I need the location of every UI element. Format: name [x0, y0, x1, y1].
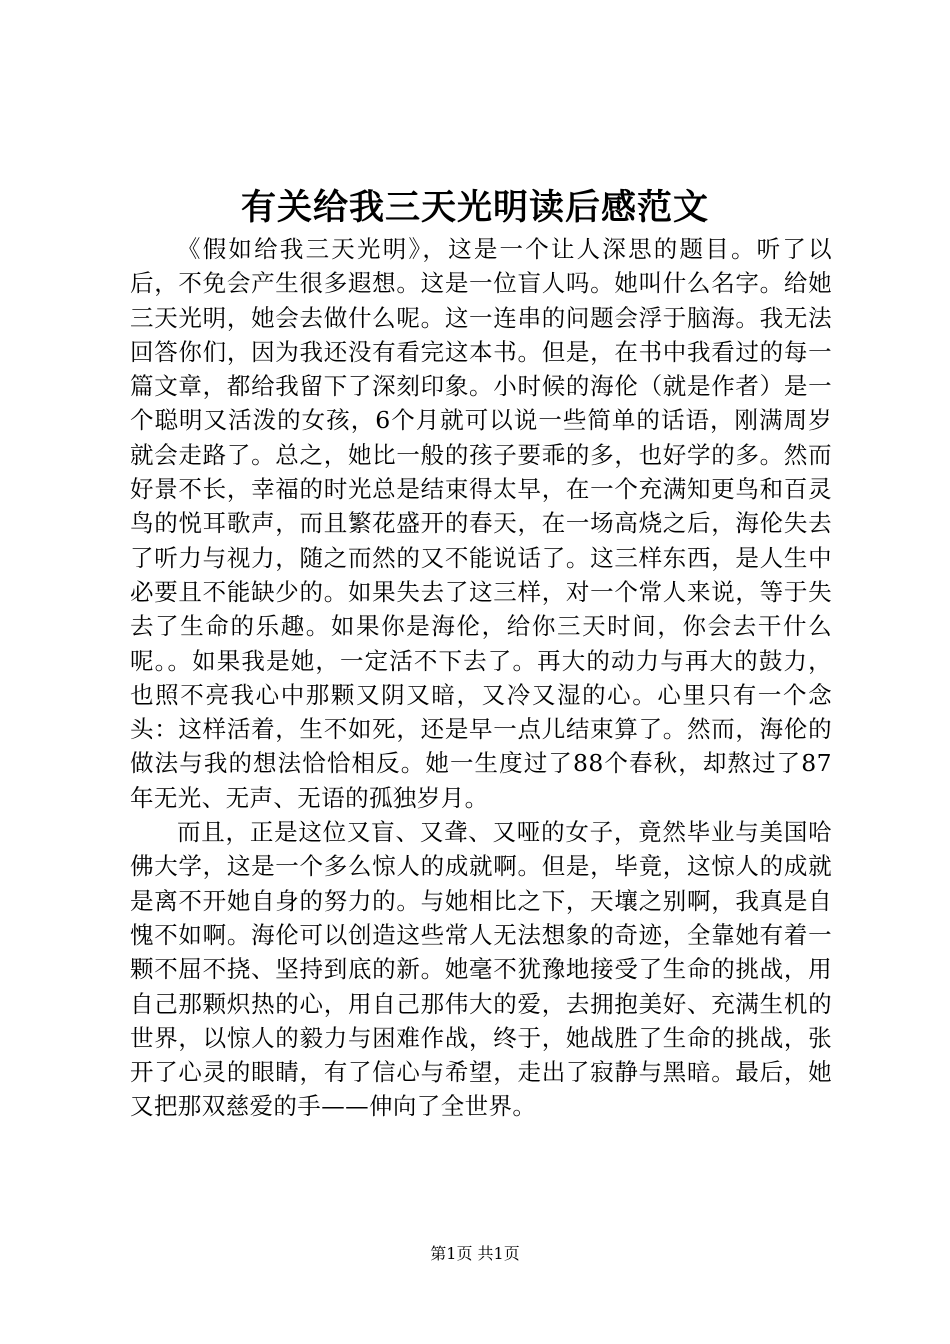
paragraph-2: 而且，正是这位又盲、又聋、又哑的女子，竟然毕业与美国哈佛大学，这是一个多么惊人的成就啊。但是，毕竟，这惊人的成就是离不开她自身的努力的。与她相比之下，天壤之别啊，我真是自愧不如啊。海伦可以创造这些常人无法想象的奇迹，全靠她有着一颗不屈不挠、坚持到底的新。她毫不犹豫地接受了生命的挑战，用自己那颗炽热的心，用自己那伟大的爱，去拥抱美好、充满生机的世界，以惊人的毅力与困难作战，终于，她战胜了生命的挑战，张开了心灵的眼睛，有了信心与希望，走出了寂静与黑暗。最后，她又把那双慈爱的手——伸向了全世界。 — [130, 818, 832, 1121]
document-body — [130, 232, 832, 1124]
page-footer: 第1页 共1页 — [430, 1244, 520, 1263]
paragraph-1: 《假如给我三天光明》，这是一个让人深思的题目。听了以后，不免会产生很多遐想。这是一位盲人吗。她叫什么名字。给她三天光明，她会去做什么呢。这一连串的问题会浮于脑海。我无法回答你们，因为我还没有看完这本书。但是，在书中我看过的每一篇文章，都给我留下了深刻印象。小时候的海伦（就是作者）是一个聪明又活泼的女孩，6个月就可以说一些简单的话语，刚满周岁就会走路了。总之，她比一般的孩子要乖的多，也好学的多。然而好景不长，幸福的时光总是结束得太早，在一个充满知更鸟和百灵鸟的悦耳歌声，而且繁花盛开的春天，在一场高烧之后，海伦失去了听力与视力，随之而然的又不能说话了。这三样东西，是人生中必要且不能缺少的。如果失去了这三样，对一个常人来说，等于失去了生命的乐趣。如果你是海伦，给你三天时间，你会去干什么呢。。如果我是她，一定活不下去了。再大的动力与再大的鼓力，也照不亮我心中那颗又阴又暗，又冷又湿的心。心里只有一个念头：这样活着，生不如死，还是早一点儿结束算了。然而，海伦的做法与我的想法恰恰相反。她一生度过了88个春秋，却熬过了87年无光、无声、无语的孤独岁月。 — [130, 235, 832, 812]
document-title: 有关给我三天光明读后感范文 — [240, 187, 709, 228]
